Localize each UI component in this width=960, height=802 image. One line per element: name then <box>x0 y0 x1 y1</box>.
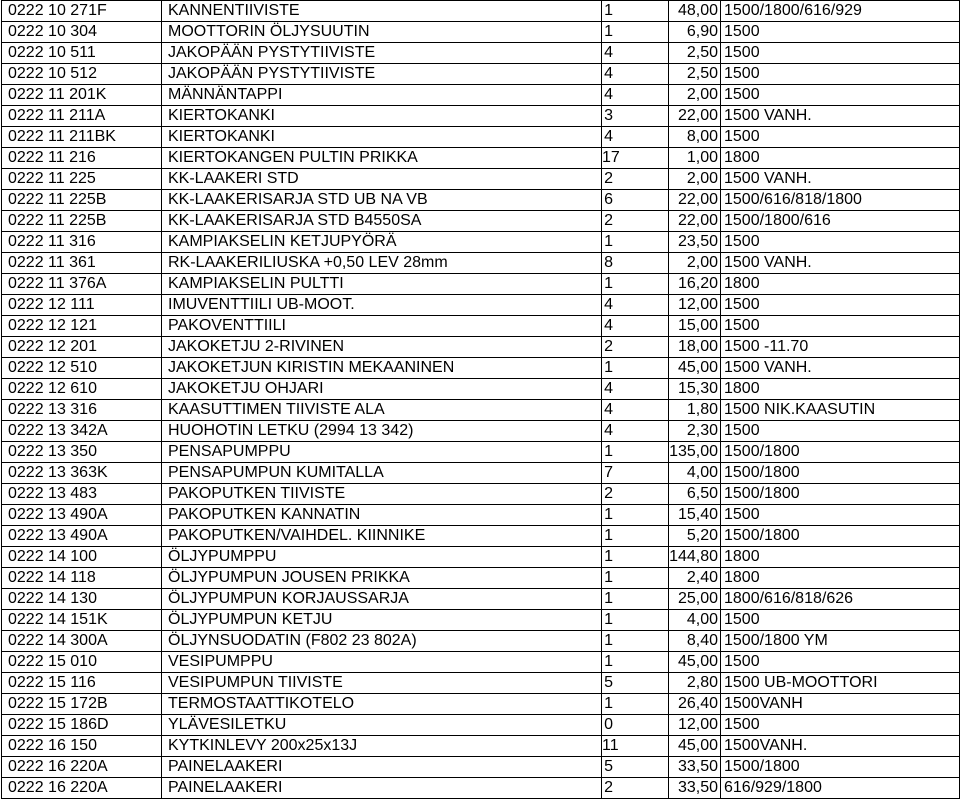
description-cell[interactable]: ÖLJYPUMPUN JOUSEN PRIKKA <box>162 568 602 589</box>
part-number-cell[interactable]: 0222 15 172B <box>2 694 162 715</box>
quantity-cell[interactable]: 5 <box>602 757 669 778</box>
description-cell[interactable]: KIERTOKANKI <box>162 127 602 148</box>
quantity-cell[interactable]: 1 <box>602 526 669 547</box>
note-cell[interactable]: 1800/616/818/626 <box>721 589 960 610</box>
table-row <box>2 547 960 568</box>
quantity-cell[interactable]: 2 <box>602 337 669 358</box>
description-cell[interactable]: ÖLJYNSUODATIN (F802 23 802A) <box>162 631 602 652</box>
part-number-cell[interactable]: 0222 11 376A <box>2 274 162 295</box>
quantity-cell[interactable]: 1 <box>602 694 669 715</box>
table-row <box>2 421 960 442</box>
table-row <box>2 106 960 127</box>
quantity-cell[interactable]: 17 <box>602 148 669 169</box>
table-row <box>2 757 960 778</box>
table-row <box>2 694 960 715</box>
part-number-cell[interactable]: 0222 10 304 <box>2 22 162 43</box>
quantity-cell[interactable]: 2 <box>602 484 669 505</box>
note-cell[interactable]: 1500 <box>721 127 960 148</box>
quantity-cell[interactable]: 4 <box>602 316 669 337</box>
part-number-cell[interactable]: 0222 13 350 <box>2 442 162 463</box>
price-cell[interactable]: 26,40 <box>669 694 721 715</box>
table-row <box>2 463 960 484</box>
description-cell[interactable]: KK-LAAKERISARJA STD B4550SA <box>162 211 602 232</box>
table-row <box>2 778 960 799</box>
note-cell[interactable]: 1800 <box>721 148 960 169</box>
part-number-cell[interactable]: 0222 11 225B <box>2 190 162 211</box>
description-cell[interactable]: JAKOPÄÄN PYSTYTIIVISTE <box>162 64 602 85</box>
note-cell[interactable]: 1500/1800/616/929 <box>721 1 960 22</box>
description-cell[interactable]: KYTKINLEVY 200x25x13J <box>162 736 602 757</box>
description-cell[interactable]: KIERTOKANKI <box>162 106 602 127</box>
price-cell[interactable]: 15,00 <box>669 316 721 337</box>
price-cell[interactable]: 25,00 <box>669 589 721 610</box>
part-number-cell[interactable]: 0222 12 201 <box>2 337 162 358</box>
table-row <box>2 400 960 421</box>
quantity-cell[interactable]: 1 <box>602 568 669 589</box>
note-cell[interactable]: 1500 VANH. <box>721 169 960 190</box>
table-row <box>2 64 960 85</box>
description-cell[interactable]: VESIPUMPPU <box>162 652 602 673</box>
table-row <box>2 526 960 547</box>
table-row <box>2 85 960 106</box>
table-row <box>2 568 960 589</box>
quantity-cell[interactable]: 1 <box>602 442 669 463</box>
description-cell[interactable]: ÖLJYPUMPUN KETJU <box>162 610 602 631</box>
quantity-cell[interactable]: 1 <box>602 358 669 379</box>
description-cell[interactable]: JAKOKETJU OHJARI <box>162 379 602 400</box>
price-cell[interactable]: 2,50 <box>669 43 721 64</box>
note-cell[interactable]: 1800 <box>721 379 960 400</box>
table-row <box>2 673 960 694</box>
description-cell[interactable]: PENSAPUMPPU <box>162 442 602 463</box>
note-cell[interactable]: 1500 <box>721 316 960 337</box>
table-row <box>2 631 960 652</box>
note-cell[interactable]: 1800 <box>721 547 960 568</box>
price-cell[interactable]: 33,50 <box>669 757 721 778</box>
description-cell[interactable]: KK-LAAKERI STD <box>162 169 602 190</box>
table-row <box>2 274 960 295</box>
part-number-cell[interactable]: 0222 16 220A <box>2 778 162 799</box>
note-cell[interactable]: 1500/1800/616 <box>721 211 960 232</box>
part-number-cell[interactable]: 0222 11 211BK <box>2 127 162 148</box>
quantity-cell[interactable]: 3 <box>602 106 669 127</box>
price-cell[interactable]: 6,90 <box>669 22 721 43</box>
price-cell[interactable]: 22,00 <box>669 106 721 127</box>
description-cell[interactable]: IMUVENTTIILI UB-MOOT. <box>162 295 602 316</box>
part-number-cell[interactable]: 0222 15 010 <box>2 652 162 673</box>
note-cell[interactable]: 616/929/1800 <box>721 778 960 799</box>
price-cell[interactable]: 4,00 <box>669 610 721 631</box>
price-cell[interactable]: 2,00 <box>669 253 721 274</box>
note-cell[interactable]: 1500 <box>721 421 960 442</box>
price-cell[interactable]: 22,00 <box>669 190 721 211</box>
price-cell[interactable]: 4,00 <box>669 463 721 484</box>
description-cell[interactable]: TERMOSTAATTIKOTELO <box>162 694 602 715</box>
price-cell[interactable]: 144,80 <box>669 547 721 568</box>
description-cell[interactable]: KAMPIAKSELIN KETJUPYÖRÄ <box>162 232 602 253</box>
quantity-cell[interactable]: 1 <box>602 589 669 610</box>
table-row <box>2 610 960 631</box>
part-number-cell[interactable]: 0222 13 483 <box>2 484 162 505</box>
quantity-cell[interactable]: 2 <box>602 169 669 190</box>
description-cell[interactable]: YLÄVESILETKU <box>162 715 602 736</box>
price-cell[interactable]: 2,00 <box>669 169 721 190</box>
quantity-cell[interactable]: 4 <box>602 421 669 442</box>
description-cell[interactable]: RK-LAAKERILIUSKA +0,50 LEV 28mm <box>162 253 602 274</box>
description-cell[interactable]: PAINELAAKERI <box>162 778 602 799</box>
quantity-cell[interactable]: 1 <box>602 232 669 253</box>
note-cell[interactable]: 1500/1800 <box>721 463 960 484</box>
part-number-cell[interactable]: 0222 12 111 <box>2 295 162 316</box>
price-cell[interactable]: 45,00 <box>669 736 721 757</box>
note-cell[interactable]: 1500 <box>721 43 960 64</box>
price-cell[interactable]: 12,00 <box>669 715 721 736</box>
part-number-cell[interactable]: 0222 11 201K <box>2 85 162 106</box>
quantity-cell[interactable]: 4 <box>602 64 669 85</box>
description-cell[interactable]: KIERTOKANGEN PULTIN PRIKKA <box>162 148 602 169</box>
part-number-cell[interactable]: 0222 11 225B <box>2 211 162 232</box>
table-row <box>2 715 960 736</box>
note-cell[interactable]: 1500/616/818/1800 <box>721 190 960 211</box>
note-cell[interactable]: 1500/1800 <box>721 442 960 463</box>
quantity-cell[interactable]: 7 <box>602 463 669 484</box>
description-cell[interactable]: JAKOKETJU 2-RIVINEN <box>162 337 602 358</box>
price-cell[interactable]: 2,40 <box>669 568 721 589</box>
note-cell[interactable]: 1500 <box>721 22 960 43</box>
quantity-cell[interactable]: 1 <box>602 1 669 22</box>
quantity-cell[interactable]: 4 <box>602 127 669 148</box>
quantity-cell[interactable]: 1 <box>602 652 669 673</box>
part-number-cell[interactable]: 0222 10 512 <box>2 64 162 85</box>
part-number-cell[interactable]: 0222 11 361 <box>2 253 162 274</box>
note-cell[interactable]: 1500 NIK.KAASUTIN <box>721 400 960 421</box>
price-cell[interactable]: 23,50 <box>669 232 721 253</box>
note-cell[interactable]: 1500/1800 <box>721 484 960 505</box>
parts-table-body <box>2 1 960 799</box>
quantity-cell[interactable]: 5 <box>602 673 669 694</box>
description-cell[interactable]: KANNENTIIVISTE <box>162 1 602 22</box>
note-cell[interactable]: 1500 <box>721 715 960 736</box>
description-cell[interactable]: PAKOPUTKEN TIIVISTE <box>162 484 602 505</box>
quantity-cell[interactable]: 1 <box>602 610 669 631</box>
table-row <box>2 484 960 505</box>
part-number-cell[interactable]: 0222 16 150 <box>2 736 162 757</box>
price-cell[interactable]: 2,80 <box>669 673 721 694</box>
price-cell[interactable]: 8,00 <box>669 127 721 148</box>
description-cell[interactable]: PENSAPUMPUN KUMITALLA <box>162 463 602 484</box>
quantity-cell[interactable]: 4 <box>602 43 669 64</box>
part-number-cell[interactable]: 0222 16 220A <box>2 757 162 778</box>
table-row <box>2 442 960 463</box>
part-number-cell[interactable]: 0222 10 511 <box>2 43 162 64</box>
description-cell[interactable]: JAKOKETJUN KIRISTIN MEKAANINEN <box>162 358 602 379</box>
description-cell[interactable]: PAKOVENTTIILI <box>162 316 602 337</box>
part-number-cell[interactable]: 0222 15 116 <box>2 673 162 694</box>
quantity-cell[interactable]: 2 <box>602 778 669 799</box>
price-cell[interactable]: 2,00 <box>669 85 721 106</box>
quantity-cell[interactable]: 1 <box>602 274 669 295</box>
quantity-cell[interactable]: 6 <box>602 190 669 211</box>
table-row <box>2 379 960 400</box>
part-number-cell[interactable]: 0222 12 610 <box>2 379 162 400</box>
price-cell[interactable]: 6,50 <box>669 484 721 505</box>
quantity-cell[interactable]: 2 <box>602 211 669 232</box>
description-cell[interactable]: KAASUTTIMEN TIIVISTE ALA <box>162 400 602 421</box>
part-number-cell[interactable]: 0222 11 225 <box>2 169 162 190</box>
price-cell[interactable]: 135,00 <box>669 442 721 463</box>
price-cell[interactable]: 45,00 <box>669 652 721 673</box>
note-cell[interactable]: 1500 <box>721 505 960 526</box>
price-cell[interactable]: 2,30 <box>669 421 721 442</box>
table-row <box>2 211 960 232</box>
description-cell[interactable]: PAINELAAKERI <box>162 757 602 778</box>
part-number-cell[interactable]: 0222 12 510 <box>2 358 162 379</box>
price-cell[interactable]: 18,00 <box>669 337 721 358</box>
table-row <box>2 43 960 64</box>
part-number-cell[interactable]: 0222 13 490A <box>2 526 162 547</box>
note-cell[interactable]: 1500 <box>721 652 960 673</box>
part-number-cell[interactable]: 0222 11 211A <box>2 106 162 127</box>
table-row <box>2 589 960 610</box>
part-number-cell[interactable]: 0222 14 100 <box>2 547 162 568</box>
price-cell[interactable]: 15,30 <box>669 379 721 400</box>
quantity-cell[interactable]: 4 <box>602 379 669 400</box>
description-cell[interactable]: KAMPIAKSELIN PULTTI <box>162 274 602 295</box>
part-number-cell[interactable]: 0222 14 118 <box>2 568 162 589</box>
note-cell[interactable]: 1500 VANH. <box>721 358 960 379</box>
note-cell[interactable]: 1500 <box>721 295 960 316</box>
price-cell[interactable]: 16,20 <box>669 274 721 295</box>
note-cell[interactable]: 1500 <box>721 64 960 85</box>
quantity-cell[interactable]: 11 <box>602 736 669 757</box>
table-row <box>2 505 960 526</box>
note-cell[interactable]: 1500 <box>721 232 960 253</box>
part-number-cell[interactable]: 0222 13 490A <box>2 505 162 526</box>
description-cell[interactable]: ÖLJYPUMPUN KORJAUSSARJA <box>162 589 602 610</box>
part-number-cell[interactable]: 0222 13 342A <box>2 421 162 442</box>
table-row <box>2 316 960 337</box>
part-number-cell[interactable]: 0222 14 130 <box>2 589 162 610</box>
part-number-cell[interactable]: 0222 14 300A <box>2 631 162 652</box>
description-cell[interactable]: KK-LAAKERISARJA STD UB NA VB <box>162 190 602 211</box>
quantity-cell[interactable]: 1 <box>602 547 669 568</box>
quantity-cell[interactable]: 1 <box>602 631 669 652</box>
part-number-cell[interactable]: 0222 13 316 <box>2 400 162 421</box>
part-number-cell[interactable]: 0222 12 121 <box>2 316 162 337</box>
part-number-cell[interactable]: 0222 14 151K <box>2 610 162 631</box>
part-number-cell[interactable]: 0222 11 216 <box>2 148 162 169</box>
quantity-cell[interactable]: 0 <box>602 715 669 736</box>
description-cell[interactable]: VESIPUMPUN TIIVISTE <box>162 673 602 694</box>
note-cell[interactable]: 1500 UB-MOOTTORI <box>721 673 960 694</box>
description-cell[interactable]: PAKOPUTKEN KANNATIN <box>162 505 602 526</box>
table-row <box>2 337 960 358</box>
note-cell[interactable]: 1500 <box>721 610 960 631</box>
price-cell[interactable]: 1,80 <box>669 400 721 421</box>
parts-table <box>1 0 960 799</box>
note-cell[interactable]: 1500/1800 <box>721 526 960 547</box>
price-cell[interactable]: 22,00 <box>669 211 721 232</box>
description-cell[interactable]: PAKOPUTKEN/VAIHDEL. KIINNIKE <box>162 526 602 547</box>
description-cell[interactable]: ÖLJYPUMPPU <box>162 547 602 568</box>
note-cell[interactable]: 1500VANH. <box>721 736 960 757</box>
price-cell[interactable]: 48,00 <box>669 1 721 22</box>
part-number-cell[interactable]: 0222 15 186D <box>2 715 162 736</box>
note-cell[interactable]: 1500 <box>721 85 960 106</box>
price-cell[interactable]: 12,00 <box>669 295 721 316</box>
quantity-cell[interactable]: 1 <box>602 22 669 43</box>
price-cell[interactable]: 1,00 <box>669 148 721 169</box>
note-cell[interactable]: 1800 <box>721 274 960 295</box>
description-cell[interactable]: JAKOPÄÄN PYSTYTIIVISTE <box>162 43 602 64</box>
note-cell[interactable]: 1500/1800 <box>721 757 960 778</box>
price-cell[interactable]: 33,50 <box>669 778 721 799</box>
table-row <box>2 190 960 211</box>
price-cell[interactable]: 15,40 <box>669 505 721 526</box>
table-row <box>2 295 960 316</box>
price-cell[interactable]: 8,40 <box>669 631 721 652</box>
table-row <box>2 148 960 169</box>
price-cell[interactable]: 45,00 <box>669 358 721 379</box>
description-cell[interactable]: HUOHOTIN LETKU (2994 13 342) <box>162 421 602 442</box>
quantity-cell[interactable]: 4 <box>602 295 669 316</box>
table-row <box>2 1 960 22</box>
note-cell[interactable]: 1500 VANH. <box>721 106 960 127</box>
table-row <box>2 169 960 190</box>
description-cell[interactable]: MOOTTORIN ÖLJYSUUTIN <box>162 22 602 43</box>
quantity-cell[interactable]: 4 <box>602 400 669 421</box>
price-cell[interactable]: 2,50 <box>669 64 721 85</box>
table-row <box>2 736 960 757</box>
table-row <box>2 127 960 148</box>
table-row <box>2 652 960 673</box>
quantity-cell[interactable]: 4 <box>602 85 669 106</box>
table-row <box>2 232 960 253</box>
quantity-cell[interactable]: 8 <box>602 253 669 274</box>
note-cell[interactable]: 1500 VANH. <box>721 253 960 274</box>
part-number-cell[interactable]: 0222 10 271F <box>2 1 162 22</box>
note-cell[interactable]: 1500/1800 YM <box>721 631 960 652</box>
table-row <box>2 358 960 379</box>
description-cell[interactable]: MÄNNÄNTAPPI <box>162 85 602 106</box>
table-row <box>2 253 960 274</box>
note-cell[interactable]: 1500VANH <box>721 694 960 715</box>
table-row <box>2 22 960 43</box>
note-cell[interactable]: 1800 <box>721 568 960 589</box>
quantity-cell[interactable]: 1 <box>602 505 669 526</box>
note-cell[interactable]: 1500 -11.70 <box>721 337 960 358</box>
price-cell[interactable]: 5,20 <box>669 526 721 547</box>
part-number-cell[interactable]: 0222 11 316 <box>2 232 162 253</box>
part-number-cell[interactable]: 0222 13 363K <box>2 463 162 484</box>
